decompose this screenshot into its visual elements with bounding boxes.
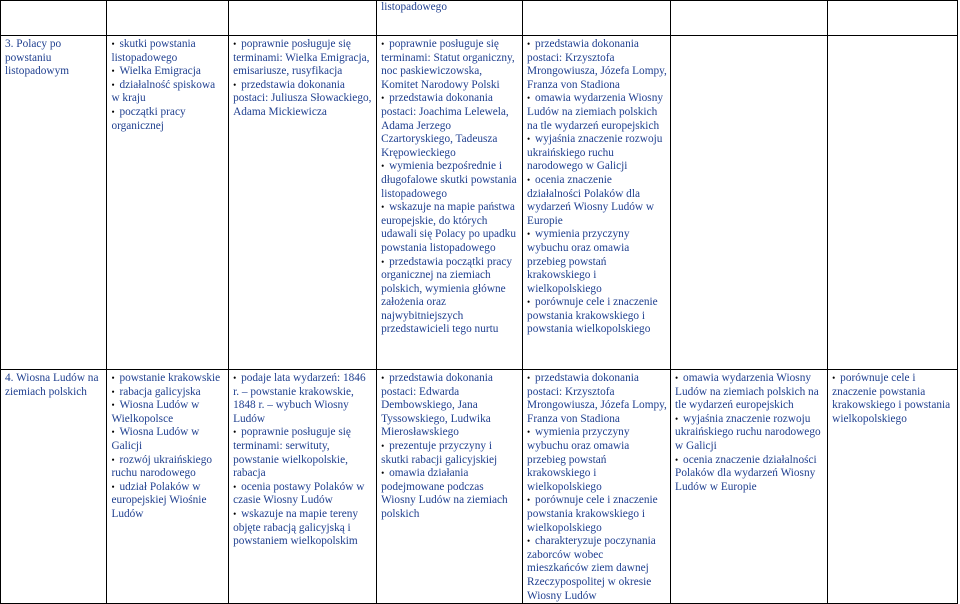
bullet-icon: •: [233, 373, 237, 383]
bullet-icon: •: [527, 373, 531, 383]
list-item: [527, 296, 667, 337]
topic-content-cell: [107, 36, 229, 370]
list-item-text: działalność spiskowa w kraju: [111, 78, 216, 105]
list-item-text: skutki powstania listopadowego: [111, 38, 196, 64]
list-item: [381, 467, 519, 521]
list-item-text: omawia wydarzenia Wiosny Ludów na ziemiach polskich na tle wydarzeń europejskich: [675, 372, 819, 412]
list-item: [111, 481, 225, 522]
list-item: [527, 38, 667, 92]
topic-title: 4. Wiosna Ludów na ziemiach polskich: [1, 370, 107, 604]
list-item-text: wymienia przyczyny wybuchu oraz omawia przebieg powstań krakowskiego i wielkopolskiego: [527, 426, 630, 493]
bullet-icon: •: [233, 39, 237, 49]
list-item: [527, 494, 667, 535]
list-item: [111, 372, 225, 386]
table-row-top: [1, 1, 958, 36]
requirements-cell: [229, 36, 377, 370]
table-cell: [229, 1, 377, 36]
bullet-list: [233, 38, 373, 120]
bullet-icon: •: [111, 427, 115, 438]
list-item-text: początki pracy organicznej: [111, 105, 186, 132]
list-item: [527, 133, 667, 174]
list-item-text: ocenia znaczenie działalności Polaków dla wydarzeń Wiosny Ludów w Europie: [527, 173, 655, 227]
bullet-icon: •: [381, 202, 385, 213]
table-row-topic-3: [1, 36, 958, 370]
list-item: [381, 92, 519, 160]
bullet-icon: •: [527, 495, 531, 506]
requirements-cell: [229, 370, 377, 604]
list-item-text: poprawnie posługuje się terminami: Statut organiczny, noc paskiewiczowska, Komitet Narodowy Polski: [381, 38, 515, 91]
bullet-icon: •: [381, 39, 385, 49]
bullet-list: [381, 38, 519, 337]
list-item: [233, 426, 373, 480]
bullet-icon: •: [381, 468, 385, 479]
list-item: [527, 228, 667, 296]
bullet-list: [233, 372, 373, 549]
bullet-icon: •: [381, 256, 385, 267]
bullet-icon: •: [675, 413, 679, 424]
bullet-icon: •: [675, 454, 679, 465]
bullet-list: [832, 372, 954, 426]
list-item: [111, 426, 225, 453]
list-item: [111, 399, 225, 426]
bullet-icon: •: [233, 481, 237, 492]
bullet-icon: •: [527, 229, 531, 240]
bullet-icon: •: [111, 373, 115, 383]
topic-title: 3. Polacy po powstaniu listopadowym: [1, 36, 107, 370]
requirements-cell: [523, 370, 671, 604]
bullet-icon: •: [527, 536, 531, 547]
requirements-cell: [523, 36, 671, 370]
bullet-list: [111, 372, 225, 522]
list-item-text: przedstawia dokonania postaci: Juliusza Słowackiego, Adama Mickiewicza: [233, 78, 372, 118]
list-item: [527, 535, 667, 603]
list-item: [527, 174, 667, 228]
bullet-icon: •: [111, 481, 115, 492]
list-item-text: przedstawia dokonania postaci: Edwarda Dembowskiego, Jana Tyssowskiego, Ludwika Mierosławskiego: [381, 372, 493, 439]
topic-content-cell: [107, 370, 229, 604]
bullet-icon: •: [381, 161, 385, 172]
list-item: [233, 38, 373, 79]
list-item-text: Wielka Emigracja: [119, 65, 201, 78]
list-item: [233, 481, 373, 508]
list-item: [233, 79, 373, 120]
requirements-cell: [377, 370, 523, 604]
list-item-text: ocenia znaczenie działalności Polaków dla wydarzeń Wiosny Ludów w Europie: [675, 453, 817, 493]
bullet-icon: •: [111, 386, 115, 397]
requirements-cell: [671, 36, 828, 370]
bullet-icon: •: [527, 297, 531, 308]
list-item: [381, 256, 519, 338]
bullet-list: [527, 38, 667, 337]
list-item: [381, 440, 519, 467]
bullet-icon: •: [527, 93, 531, 104]
bullet-icon: •: [111, 66, 115, 77]
list-item-text: udział Polaków w europejskiej Wiośnie Ludów: [111, 480, 207, 520]
table-cell: [1, 1, 107, 36]
list-item-text: wskazuje na mapie tereny objęte rabacją galicyjską i powstaniem wielkopolskim: [233, 507, 359, 548]
bullet-list: [675, 372, 824, 494]
bullet-icon: •: [381, 93, 385, 104]
requirements-cell: [671, 370, 828, 604]
bullet-icon: •: [675, 373, 679, 383]
list-item-text: rozwój ukraińskiego ruchu narodowego: [111, 453, 212, 480]
list-item: [111, 65, 225, 79]
list-item: [675, 454, 824, 495]
requirements-cell: [828, 370, 958, 604]
bullet-icon: •: [111, 454, 115, 465]
list-item: [111, 454, 225, 481]
bullet-icon: •: [233, 79, 237, 90]
bullet-icon: •: [233, 508, 237, 519]
table-row-topic-4: [1, 370, 958, 604]
table-cell: [671, 1, 828, 36]
table-cell: [828, 1, 958, 36]
list-item-text: porównuje cele i znaczenie powstania krakowskiego i powstania wielkopolskiego: [832, 372, 951, 425]
bullet-icon: •: [111, 39, 115, 49]
list-item-text: podaje lata wydarzeń: 1846 r. – powstanie krakowskie, 1848 r. – wybuch Wiosny Ludów: [233, 372, 366, 425]
bullet-icon: •: [381, 440, 385, 451]
bullet-icon: •: [111, 79, 115, 90]
list-item-text: omawia działania podejmowane podczas Wiosny Ludów na ziemiach polskich: [381, 467, 508, 520]
list-item-text: przedstawia początki pracy organicznej na ziemiach polskich, wymienia główne założenia oraz najwybitniejszych przedstawicieli tego nurtu: [381, 255, 513, 336]
list-item-text: prezentuje przyczyny i skutki rabacji galicyjskiej: [381, 439, 498, 466]
list-item: [527, 92, 667, 133]
list-item-text: wskazuje na mapie państwa europejskie, do których udawali się Polacy po upadku powstania listopadowego: [381, 201, 516, 254]
list-item: [527, 426, 667, 494]
list-item: [111, 106, 225, 133]
list-item: [111, 79, 225, 106]
list-item-text: charakteryzuje poczynania zaborców wobec mieszkańców ziem dawnej Rzeczypospolitej w okresie Wiosny Ludów: [527, 535, 656, 602]
table-cell: listopadowego: [377, 1, 523, 36]
list-item-text: przedstawia dokonania postaci: Joachima Lelewela, Adama Jerzego Czartoryskiego, Tadeusza Krępowieckiego: [381, 92, 509, 159]
list-item: [111, 38, 225, 65]
list-item: [832, 372, 954, 426]
bullet-list: [381, 372, 519, 522]
list-item-text: przedstawia dokonania postaci: Krzysztofa Mrongowiusza, Józefa Lompy, Franza von Stadiona: [527, 372, 667, 425]
bullet-icon: •: [233, 427, 237, 438]
list-item-text: wymienia przyczyny wybuchu oraz omawia przebieg powstań krakowskiego i wielkopolskiego: [527, 228, 630, 295]
list-item-text: powstanie krakowskie: [119, 372, 221, 384]
requirements-cell: [828, 36, 958, 370]
list-item-text: porównuje cele i znaczenie powstania krakowskiego i powstania wielkopolskiego: [527, 296, 658, 336]
bullet-icon: •: [381, 373, 385, 383]
list-item: [233, 372, 373, 426]
list-item: [675, 413, 824, 454]
bullet-icon: •: [832, 373, 836, 383]
bullet-icon: •: [527, 39, 531, 49]
list-item: [381, 38, 519, 92]
list-item: [233, 508, 373, 549]
list-item-text: poprawnie posługuje się terminami: serwituty, powstanie wielkopolskie, rabacja: [233, 426, 351, 480]
bullet-list: [527, 372, 667, 603]
bullet-icon: •: [527, 174, 531, 185]
list-item-text: wyjaśnia znaczenie rozwoju ukraińskiego ruchu narodowego w Galicji: [675, 412, 821, 452]
table-cell: [523, 1, 671, 36]
list-item: [381, 201, 519, 255]
list-item: [111, 386, 225, 400]
bullet-icon: •: [111, 106, 115, 117]
bullet-icon: •: [111, 400, 115, 411]
requirements-cell: [377, 36, 523, 370]
bullet-icon: •: [527, 134, 531, 145]
list-item-text: poprawnie posługuje się terminami: Wielka Emigracja, emisariusze, rusyfikacja: [233, 38, 370, 78]
list-item-text: rabacja galicyjska: [119, 385, 201, 398]
list-item-text: wymienia bezpośrednie i długofalowe skutki powstania listopadowego: [381, 160, 517, 200]
list-item-text: porównuje cele i znaczenie powstania krakowskiego i wielkopolskiego: [527, 494, 658, 534]
list-item-text: Wiosna Ludów w Wielkopolsce: [111, 399, 200, 425]
list-item-text: Wiosna Ludów w Galicji: [111, 426, 200, 452]
list-item-text: ocenia postawy Polaków w czasie Wiosny Ludów: [233, 480, 365, 507]
list-item-text: omawia wydarzenia Wiosny Ludów na ziemiach polskich na tle wydarzeń europejskich: [527, 92, 664, 132]
list-item-text: przedstawia dokonania postaci: Krzysztofa Mrongowiusza, Józefa Lompy, Franza von Stadiona: [527, 38, 667, 91]
list-item: [381, 372, 519, 440]
list-item: [381, 160, 519, 201]
list-item: [527, 372, 667, 426]
list-item: [675, 372, 824, 413]
list-item-text: wyjaśnia znaczenie rozwoju ukraińskiego ruchu narodowego w Galicji: [527, 133, 663, 173]
table-cell: [107, 1, 229, 36]
bullet-list: [111, 38, 225, 133]
bullet-icon: •: [527, 427, 531, 438]
